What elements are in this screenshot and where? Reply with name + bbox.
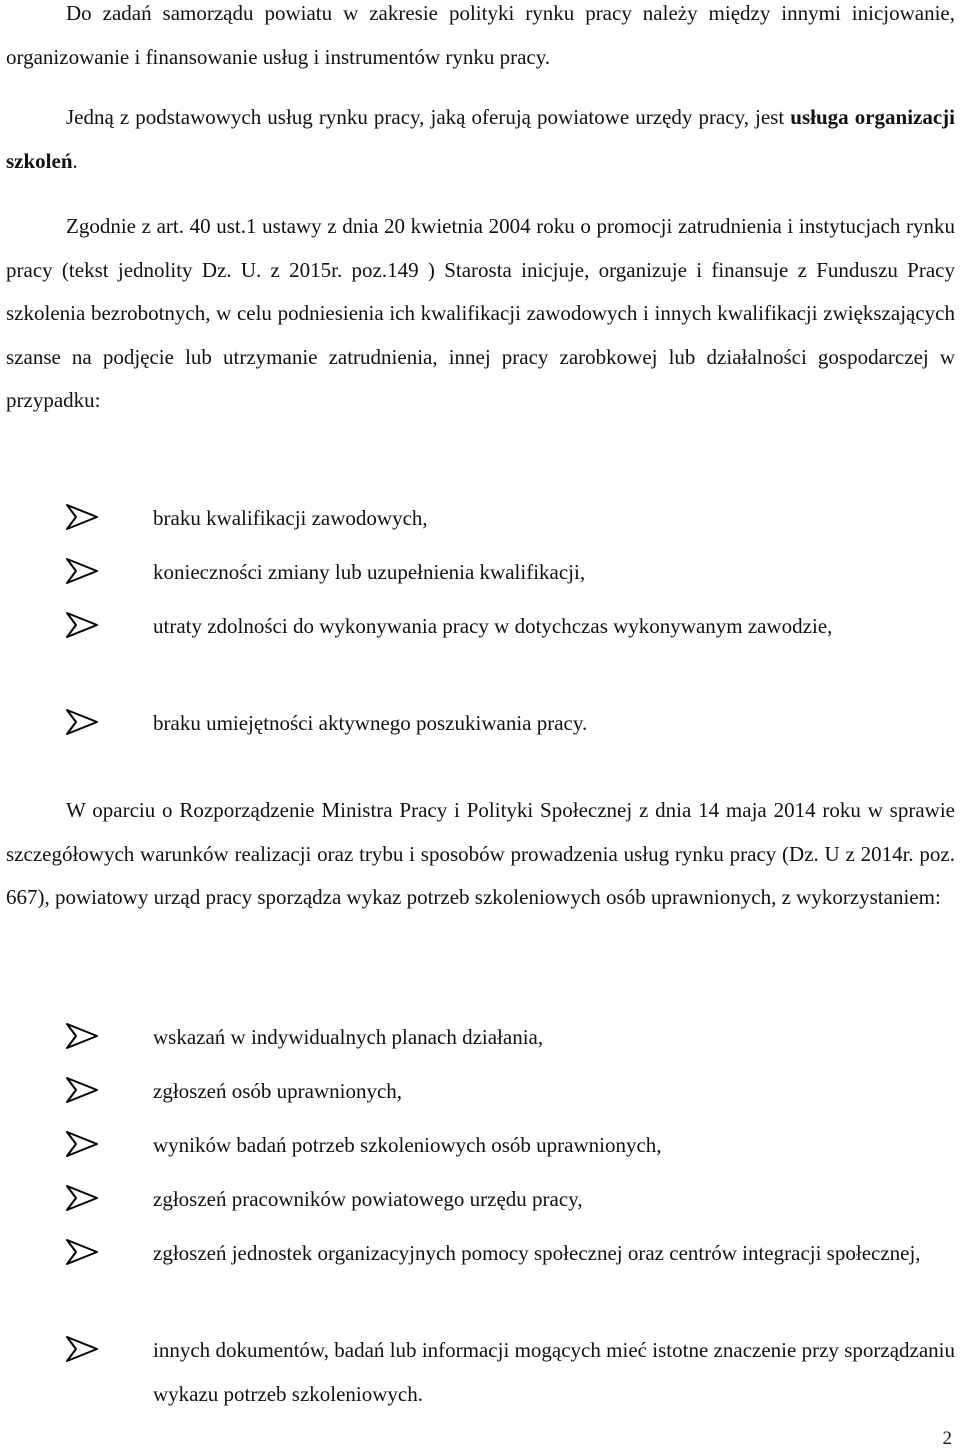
- paragraph-regulation: W oparciu o Rozporządzenie Ministra Pracy i Polityki Społecznej z dnia 14 maja 2014 roku w sprawie szczegółowych warunków realizacji oraz trybu i sposobów prowadzenia usług rynku pracy (Dz. U z 2014r. poz. 667), powiatowy urząd pracy sporządza wykaz potrzeb szkoleniowych osób uprawnionych, z wykorzystaniem:: [6, 798, 955, 909]
- list-item: zgłoszeń pracowników powiatowego urzędu pracy,: [153, 1187, 583, 1211]
- bold-phrase: usługa organizacji szkoleń: [6, 105, 955, 173]
- paragraph-training-service: [6, 96, 955, 183]
- arrowhead-outline-icon: [64, 610, 100, 640]
- arrowhead-outline-icon: [64, 1021, 100, 1051]
- list-item: zgłoszeń osób uprawnionych,: [153, 1079, 403, 1103]
- arrowhead-outline-icon: [64, 1183, 100, 1213]
- arrowhead-outline-icon: [64, 556, 100, 586]
- arrowhead-outline-icon: [64, 1237, 100, 1267]
- arrowhead-outline-icon: [64, 1075, 100, 1105]
- list-item: braku umiejętności aktywnego poszukiwania pracy.: [153, 711, 588, 735]
- list-item: konieczności zmiany lub uzupełnienia kwalifikacji,: [153, 560, 586, 584]
- list-item: innych dokumentów, badań lub informacji mogących mieć istotne znaczenie przy sporządzaniu wykazu potrzeb szkoleniowych.: [153, 1338, 955, 1406]
- paragraph-intro: Do zadań samorządu powiatu w zakresie polityki rynku pracy należy między innymi inicjowanie, organizowanie i finansowanie usług i instrumentów rynku pracy.: [6, 1, 955, 69]
- paragraph-legal-basis: Zgodnie z art. 40 ust.1 ustawy z dnia 20 kwietnia 2004 roku o promocji zatrudnienia i instytucjach rynku pracy (tekst jednolity Dz. U. z 2015r. poz.149 ) Starosta inicjuje, organizuje i finansuje z Funduszu Pracy szkolenia bezrobotnych, w celu podniesienia ich kwalifikacji zawodowych i innych kwalifikacji zwiększających szanse na podjęcie lub utrzymanie zatrudnienia, innej pracy zarobkowej lub działalności gospodarczej w przypadku:: [6, 214, 955, 412]
- arrowhead-outline-icon: [64, 1334, 100, 1364]
- list-item: braku kwalifikacji zawodowych,: [153, 506, 428, 530]
- list-item: utraty zdolności do wykonywania pracy w dotychczas wykonywanym zawodzie,: [153, 614, 833, 638]
- paragraph-text: Jedną z podstawowych usług rynku pracy, jaką oferują powiatowe urzędy pracy, jest: [66, 105, 791, 129]
- page-number: 2: [942, 1428, 952, 1449]
- arrowhead-outline-icon: [64, 502, 100, 532]
- arrowhead-outline-icon: [64, 707, 100, 737]
- list-item: wskazań w indywidualnych planach działania,: [153, 1025, 544, 1049]
- list-item: zgłoszeń jednostek organizacyjnych pomocy społecznej oraz centrów integracji społecznej,: [153, 1241, 921, 1265]
- arrowhead-outline-icon: [64, 1129, 100, 1159]
- list-item: wyników badań potrzeb szkoleniowych osób uprawnionych,: [153, 1133, 662, 1157]
- paragraph-text: .: [72, 148, 78, 173]
